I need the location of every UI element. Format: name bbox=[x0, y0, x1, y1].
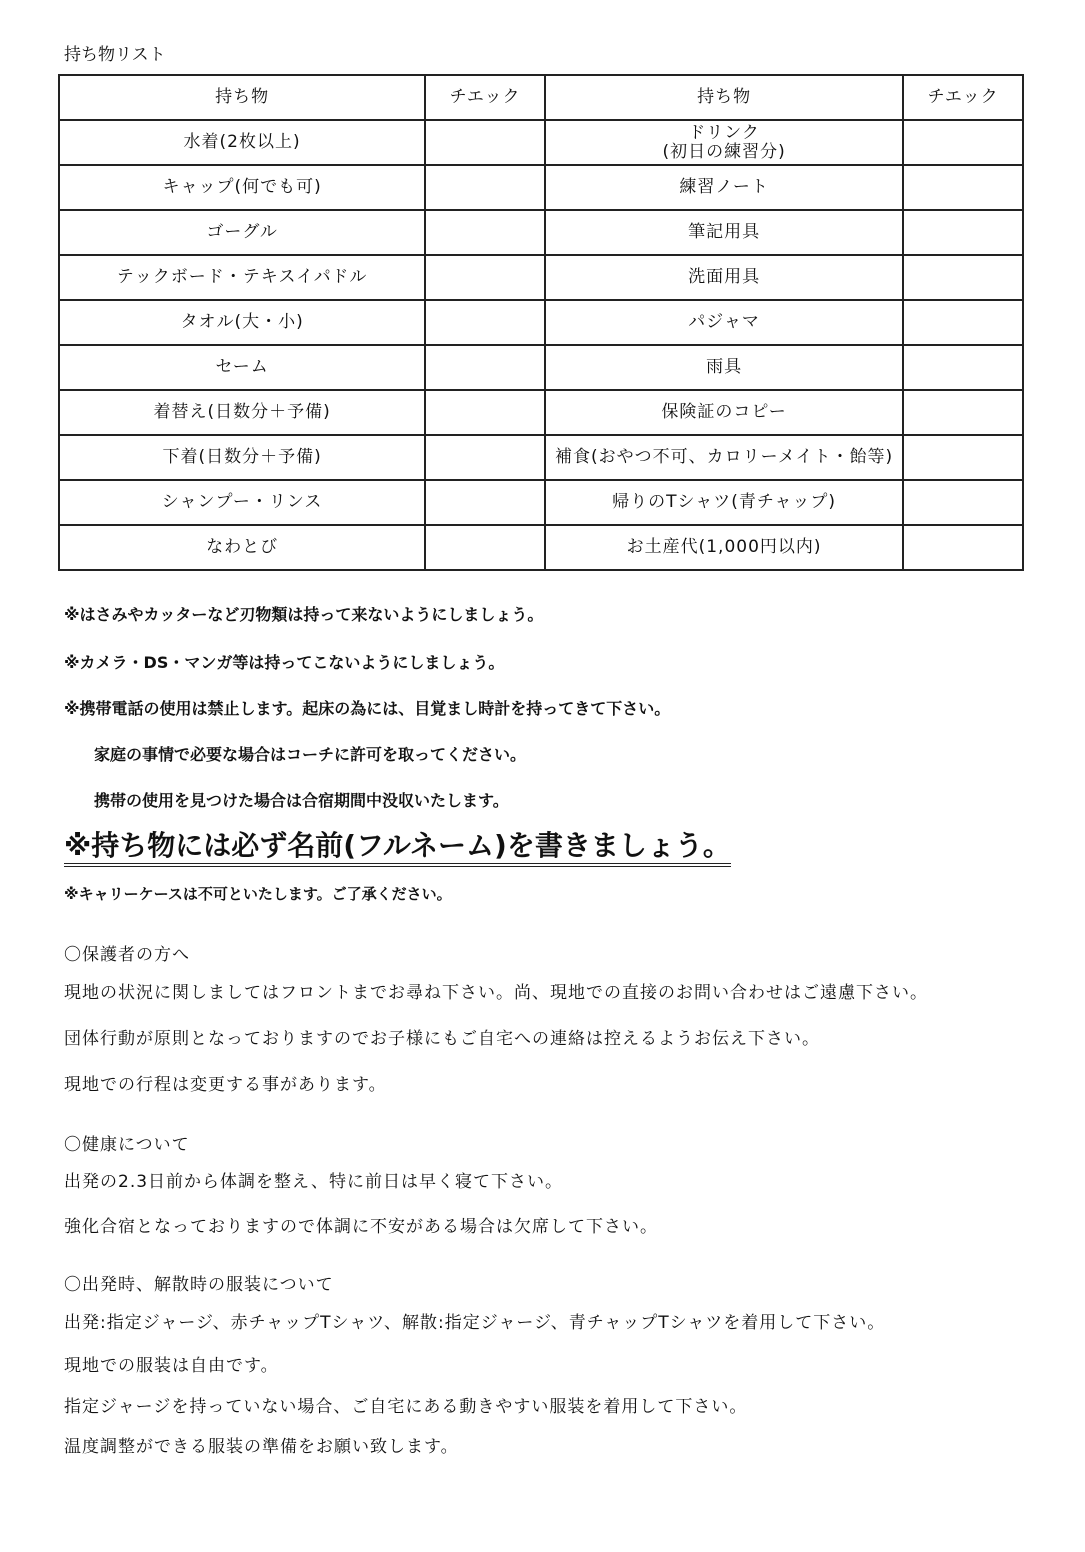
table-row bbox=[59, 120, 1023, 165]
item-cell: 着替え(日数分＋予備) bbox=[59, 390, 425, 435]
item-cell: キャップ(何でも可) bbox=[59, 165, 425, 210]
check-cell[interactable] bbox=[425, 345, 545, 390]
section-heading: 〇保護者の方へ bbox=[64, 945, 190, 965]
item-text: 雨具 bbox=[706, 357, 743, 377]
item-cell: なわとび bbox=[59, 525, 425, 570]
item-text: 保険証のコピー bbox=[661, 402, 787, 422]
section-line: 現地の状況に関しましてはフロントまでお尋ね下さい。尚、現地での直接のお問い合わせはご遠慮下さい。 bbox=[64, 983, 928, 1003]
check-cell[interactable] bbox=[903, 390, 1023, 435]
note-carry-case: ※キャリーケースは不可といたします。ご了承ください。 bbox=[64, 885, 452, 903]
header-check: チエック bbox=[903, 75, 1023, 120]
note-phone-permission: 家庭の事情で必要な場合はコーチに許可を取ってください。 bbox=[94, 745, 527, 764]
check-cell[interactable] bbox=[903, 300, 1023, 345]
item-cell bbox=[545, 435, 903, 480]
section-line: 現地での服装は自由です。 bbox=[64, 1356, 279, 1376]
item-text: ドリンク bbox=[688, 122, 760, 143]
check-cell[interactable] bbox=[425, 435, 545, 480]
check-cell[interactable] bbox=[903, 255, 1023, 300]
table-row bbox=[59, 390, 1023, 435]
section-line: 温度調整ができる服装の準備をお願い致します。 bbox=[64, 1437, 459, 1457]
section-heading: 〇出発時、解散時の服装について bbox=[64, 1275, 334, 1295]
item-text: 洗面用具 bbox=[688, 267, 761, 287]
header-item: 持ち物 bbox=[59, 75, 425, 120]
item-cell: セーム bbox=[59, 345, 425, 390]
note-games: ※カメラ・DS・マンガ等は持ってこないようにしましょう。 bbox=[64, 653, 505, 672]
item-text: 筆記用具 bbox=[688, 222, 761, 242]
check-cell[interactable] bbox=[425, 255, 545, 300]
item-cell: シャンプー・リンス bbox=[59, 480, 425, 525]
note-phone: ※携帯電話の使用は禁止します。起床の為には、目覚まし時計を持ってきて下さい。 bbox=[64, 699, 671, 718]
item-text: お土産代(1,000円以内) bbox=[626, 537, 822, 557]
section-line: 指定ジャージを持っていない場合、ご自宅にある動きやすい服装を着用して下さい。 bbox=[64, 1397, 748, 1417]
item-cell bbox=[545, 345, 903, 390]
item-cell bbox=[545, 300, 903, 345]
check-cell[interactable] bbox=[425, 390, 545, 435]
header-item: 持ち物 bbox=[545, 75, 903, 120]
check-cell[interactable] bbox=[425, 120, 545, 165]
check-cell[interactable] bbox=[903, 525, 1023, 570]
check-cell[interactable] bbox=[903, 345, 1023, 390]
item-cell bbox=[545, 525, 903, 570]
table-row bbox=[59, 255, 1023, 300]
table-row bbox=[59, 435, 1023, 480]
section-line: 強化合宿となっておりますので体調に不安がある場合は欠席して下さい。 bbox=[64, 1217, 658, 1237]
check-cell[interactable] bbox=[903, 120, 1023, 165]
check-cell[interactable] bbox=[425, 480, 545, 525]
item-text: 補食(おやつ不可、カロリーメイト・飴等) bbox=[555, 447, 894, 467]
item-cell bbox=[545, 120, 903, 165]
item-text: 帰りのTシャツ(青チャップ) bbox=[612, 492, 836, 512]
table-row bbox=[59, 525, 1023, 570]
note-blades: ※はさみやカッターなど刃物類は持って来ないようにしましょう。 bbox=[64, 605, 544, 624]
item-cell: テックボード・テキスイパドル bbox=[59, 255, 425, 300]
note-phone-confiscate: 携帯の使用を見つけた場合は合宿期間中没収いたします。 bbox=[94, 791, 509, 810]
section-heading: 〇健康について bbox=[64, 1135, 190, 1155]
section-line: 出発:指定ジャージ、赤チャップTシャツ、解散:指定ジャージ、青チャップTシャツを着用して下さい。 bbox=[64, 1313, 886, 1333]
item-cell bbox=[545, 210, 903, 255]
check-cell[interactable] bbox=[903, 480, 1023, 525]
check-cell[interactable] bbox=[425, 165, 545, 210]
page-title: 持ち物リスト bbox=[64, 45, 166, 65]
item-cell: ゴーグル bbox=[59, 210, 425, 255]
item-text: (初日の練習分) bbox=[662, 141, 786, 162]
header-check: チエック bbox=[425, 75, 545, 120]
table-row bbox=[59, 480, 1023, 525]
check-cell[interactable] bbox=[425, 525, 545, 570]
packing-list-table bbox=[58, 74, 1024, 571]
item-cell bbox=[545, 165, 903, 210]
table-row bbox=[59, 210, 1023, 255]
check-cell[interactable] bbox=[903, 165, 1023, 210]
check-cell[interactable] bbox=[425, 300, 545, 345]
item-cell: 水着(2枚以上) bbox=[59, 120, 425, 165]
item-cell: タオル(大・小) bbox=[59, 300, 425, 345]
item-cell bbox=[545, 390, 903, 435]
item-cell: 下着(日数分＋予備) bbox=[59, 435, 425, 480]
section-line: 現地での行程は変更する事があります。 bbox=[64, 1075, 387, 1095]
section-line: 出発の2.3日前から体調を整え、特に前日は早く寝て下さい。 bbox=[64, 1172, 564, 1192]
table-row bbox=[59, 300, 1023, 345]
table-row bbox=[59, 165, 1023, 210]
check-cell[interactable] bbox=[425, 210, 545, 255]
table-row bbox=[59, 345, 1023, 390]
table-header-row bbox=[59, 75, 1023, 120]
item-text: パジャマ bbox=[688, 312, 760, 332]
check-cell[interactable] bbox=[903, 435, 1023, 480]
check-cell[interactable] bbox=[903, 210, 1023, 255]
item-text: 練習ノート bbox=[679, 177, 769, 197]
section-line: 団体行動が原則となっておりますのでお子様にもご自宅への連絡は控えるようお伝え下さい。 bbox=[64, 1029, 820, 1049]
item-cell bbox=[545, 255, 903, 300]
item-cell bbox=[545, 480, 903, 525]
name-label-note: ※持ち物には必ず名前(フルネーム)を書きましょう。 bbox=[64, 830, 731, 867]
